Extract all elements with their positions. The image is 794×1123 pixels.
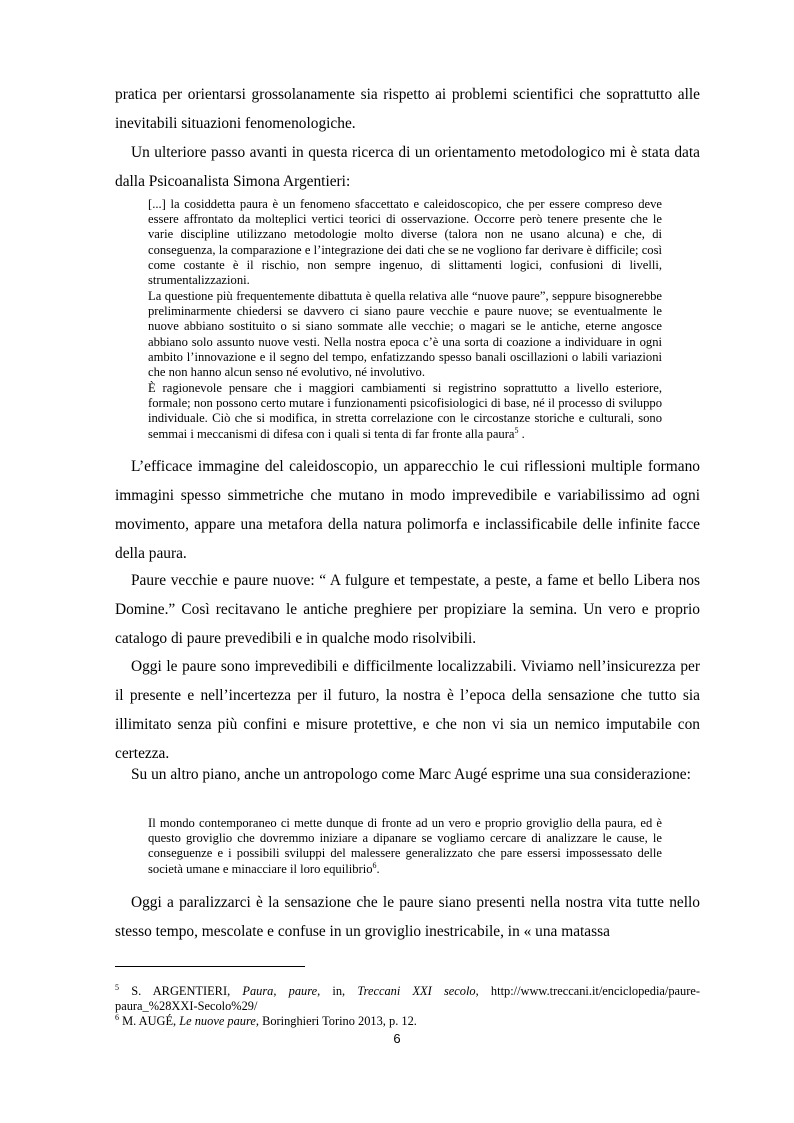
quote-paragraph (148, 381, 662, 442)
quote-paragraph (148, 816, 662, 877)
footnote-text: Boringhieri Torino 2013, p. 12. (258, 1014, 417, 1028)
footnote-number: 6 (115, 1012, 119, 1022)
body-paragraph-7: Oggi a paralizzarci è la sensazione che le paure siano presenti nella nostra vita tutte nello stesso tempo, mescolate e confuse in un groviglio inestricabile, in « una matassa (115, 894, 700, 940)
footnote-ref: 6 (372, 860, 377, 870)
body-paragraph-1: pratica per orientarsi grossolanamente sia rispetto ai problemi scientifici che soprattutto alle inevitabili situazioni fenomenologiche. (115, 86, 700, 132)
body-paragraph-3: L’efficace immagine del caleidoscopio, un apparecchio le cui riflessioni multiple formano immagini spesso simmetriche che mutano in modo imprevedibile e variabilissimo ad ogni movimento, appare una metafora della natura polimorfa e inclassificabile delle infinite facce della paura. (115, 458, 700, 562)
quote-paragraph: [...] la cosiddetta paura è un fenomeno sfaccettato e caleidoscopico, che per essere compreso deve essere affrontato da molteplici vertici teorici di osservazione. Occorre però tenere presente che le varie discipline utilizzano metodologie molto diverse (talora non ne usano alcuna) e che, di conseguenza, la comparazione e l’integrazione dei dati che se ne vogliono far derivare è difficile; così come costante è il rischio, non sempre ingenuo, di slittamenti logici, confusioni di livelli, strumentalizzazioni. (148, 197, 662, 288)
body-paragraph-6: Su un altro piano, anche un antropologo come Marc Augé esprime una sua considerazione: (131, 766, 691, 783)
footnote-author: S. ARGENTIERI, (131, 984, 243, 998)
quote-text: Il mondo contemporaneo ci mette dunque di fronte ad un vero e proprio groviglio della paura, ed è questo groviglio che dovremmo iniziare a dipanare se vogliamo cercare di analizzare le cause, le conseguenze e i possibili sviluppi del malessere generalizzato che pare essersi impossessato delle società umane e minacciare il loro equilibrio (148, 816, 662, 876)
footnote-separator (115, 966, 305, 967)
footnote-6 (115, 1014, 700, 1029)
footnote-number: 5 (115, 982, 119, 992)
quote-paragraph: La questione più frequentemente dibattuta è quella relativa alle “nuove paure”, seppure bisognerebbe preliminarmente chiedersi se davvero ci siano paure vecchie e paure nuove; se eventualmente le nuove abbiano sostituito o si siano sommate alle vecchie; o magari se le antiche, eterne angosce abbiano solo assunto nuove vesti. Nella nostra epoca c’è una sorta di coazione a individuare in ogni ambito l’innovazione e il segno del tempo, enfatizzando spesso banali oscillazioni o labili variazioni che non hanno alcun senso né evolutivo, né involutivo. (148, 289, 662, 380)
footnote-source: Treccani XXI secolo (357, 984, 476, 998)
footnote-title: Le nuove paure, (179, 1014, 259, 1028)
quote-end: . (518, 426, 525, 441)
footnote-ref: 5 (514, 425, 519, 435)
footnote-author: M. AUGÉ, (119, 1014, 180, 1028)
page-number: 6 (393, 1031, 401, 1046)
body-paragraph-4: Paure vecchie e paure nuove: “ A fulgure et tempestate, a peste, a fame et bello Libera nos Domine.” Così recitavano le antiche preghiere per propiziare la semina. Un vero e proprio catalogo di paure prevedibili e in qualche modo risolvibili. (115, 572, 700, 647)
footnote-url[interactable]: , http://www.treccani.it/enciclopedia/paure-paura_%28XXI-Secolo%29/ (115, 984, 700, 1013)
quote-text: È ragionevole pensare che i maggiori cambiamenti si registrino soprattutto a livello esteriore, formale; non possono certo mutare i funzionamenti psicofisiologici di base, né il processo di sviluppo individuale. Ciò che si modifica, in stretta correlazione con le circostanze storiche e culturali, sono semmai i meccanismi di difesa con i quali si tenta di far fronte alla paura (148, 381, 662, 441)
footnote-title: Paura, paure (242, 984, 318, 998)
footnote-text: , in, (317, 984, 358, 998)
footnote-5 (115, 984, 700, 1013)
quote-end: . (376, 861, 380, 876)
body-paragraph-2: Un ulteriore passo avanti in questa ricerca di un orientamento metodologico mi è stata data dalla Psicoanalista Simona Argentieri: (115, 144, 700, 190)
body-paragraph-5: Oggi le paure sono imprevedibili e difficilmente localizzabili. Viviamo nell’insicurezza per il presente e nell’incertezza per il futuro, la nostra è l’epoca della sensazione che tutto sia illimitato senza più confini e misure protettive, e che non vi sia un nemico imputabile con certezza. (115, 658, 700, 762)
